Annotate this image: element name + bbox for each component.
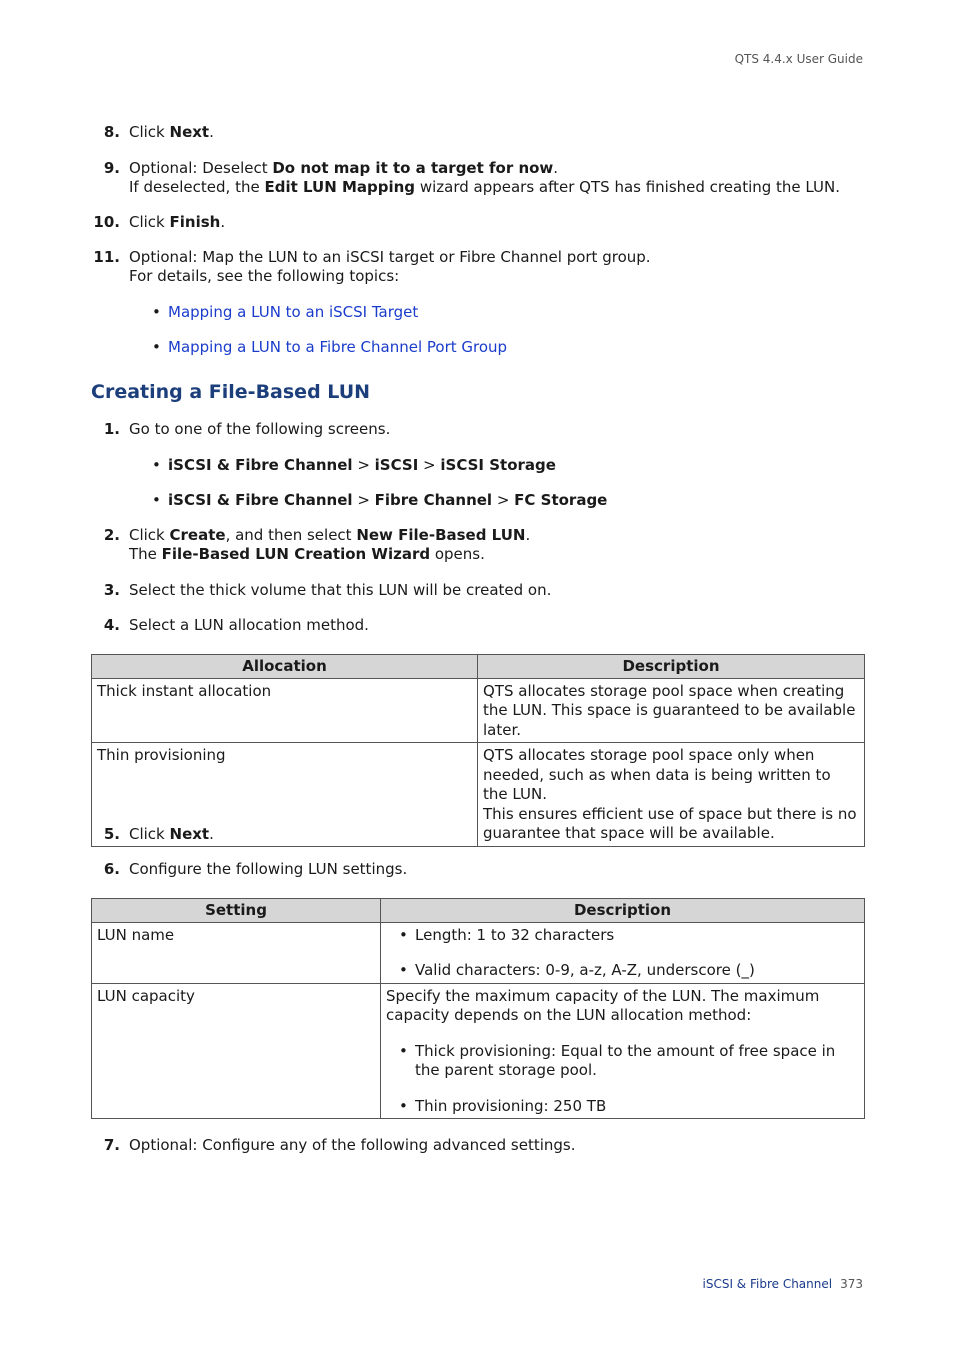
table-cell: LUN name — [92, 922, 381, 983]
step-3: 3. Select the thick volume that this LUN will be created on. — [103, 581, 552, 599]
column-header: Description — [478, 655, 865, 679]
section-heading: Creating a File-Based LUN — [91, 381, 371, 403]
step-9: 9. Optional: Deselect Do not map it to a target for now. If deselected, the Edit LUN Mapping wizard appears after QTS has finished creating the LUN. — [103, 159, 840, 196]
step-11: 11. Optional: Map the LUN to an iSCSI target or Fibre Channel port group. For details, see the following topics: — [93, 248, 651, 285]
bullet-icon: • — [152, 338, 161, 356]
step-10: 10. Click Finish. — [93, 213, 226, 231]
bullet-icon: • — [152, 303, 161, 321]
table-cell: QTS allocates storage pool space only when needed, such as when data is being written to the LUN. This ensures efficient use of space but there is no guarantee that space will be available. — [478, 743, 865, 847]
step-1: 1. Go to one of the following screens. — [103, 420, 391, 438]
lun-settings-table — [91, 898, 865, 1119]
list-item: • Thick provisioning: Equal to the amount of free space in the parent storage pool. — [386, 1042, 859, 1081]
list-item: • iSCSI & Fibre Channel > iSCSI > iSCSI Storage — [152, 456, 556, 474]
list-item: • Thin provisioning: 250 TB — [386, 1097, 859, 1117]
list-item — [152, 303, 418, 322]
column-header: Allocation — [92, 655, 478, 679]
link-map-lun-iscsi-target[interactable]: Mapping a LUN to an iSCSI Target — [168, 303, 419, 321]
table-cell: Thin provisioning — [92, 743, 478, 847]
step-2: 2. Click Create, and then select New File-Based LUN. The File-Based LUN Creation Wizard opens. — [103, 526, 531, 563]
table-cell: QTS allocates storage pool space when creating the LUN. This space is guaranteed to be available later. — [478, 678, 865, 743]
table-cell — [381, 922, 865, 983]
bullet-icon: • — [152, 491, 161, 509]
step-4: 4. Select a LUN allocation method. — [103, 616, 369, 634]
ui-term: Finish — [169, 213, 221, 231]
step-8: 8. Click Next. — [103, 123, 214, 141]
table-header-row — [92, 899, 865, 923]
list-item: • Length: 1 to 32 characters — [386, 926, 859, 946]
allocation-table — [91, 654, 865, 847]
link-map-lun-fc-port-group[interactable]: Mapping a LUN to a Fibre Channel Port Group — [168, 338, 508, 356]
table-row — [92, 922, 865, 983]
table-cell: Thick instant allocation — [92, 678, 478, 743]
ui-term: Edit LUN Mapping — [264, 178, 416, 196]
table-cell: LUN capacity — [92, 983, 381, 1119]
ui-term: Do not map it to a target for now — [272, 159, 554, 177]
step-7: 7. Optional: Configure any of the following advanced settings. — [103, 1136, 576, 1154]
list-item: • iSCSI & Fibre Channel > Fibre Channel > FC Storage — [152, 491, 608, 509]
column-header: Description — [381, 899, 865, 923]
step-5: 5. Click Next. — [103, 825, 214, 843]
list-item: • Valid characters: 0-9, a-z, A-Z, underscore (_) — [386, 961, 859, 981]
step-6: 6. Configure the following LUN settings. — [103, 860, 408, 878]
table-row — [92, 678, 865, 743]
footer-section: iSCSI & Fibre Channel — [702, 1277, 833, 1291]
list-item — [152, 338, 507, 357]
running-header: QTS 4.4.x User Guide — [734, 52, 863, 66]
page-number: 373 — [840, 1277, 863, 1291]
bullet-icon: • — [152, 456, 161, 474]
ui-term: Next — [169, 123, 210, 141]
column-header: Setting — [92, 899, 381, 923]
page-footer — [703, 1275, 864, 1294]
table-cell: Specify the maximum capacity of the LUN. The maximum capacity depends on the LUN allocation method: • Thick provisioning: Equal to the amount of free space in the parent storage pool. • Thin provisioning: 250 TB — [381, 983, 865, 1119]
table-header-row — [92, 655, 865, 679]
table-row — [92, 983, 865, 1119]
